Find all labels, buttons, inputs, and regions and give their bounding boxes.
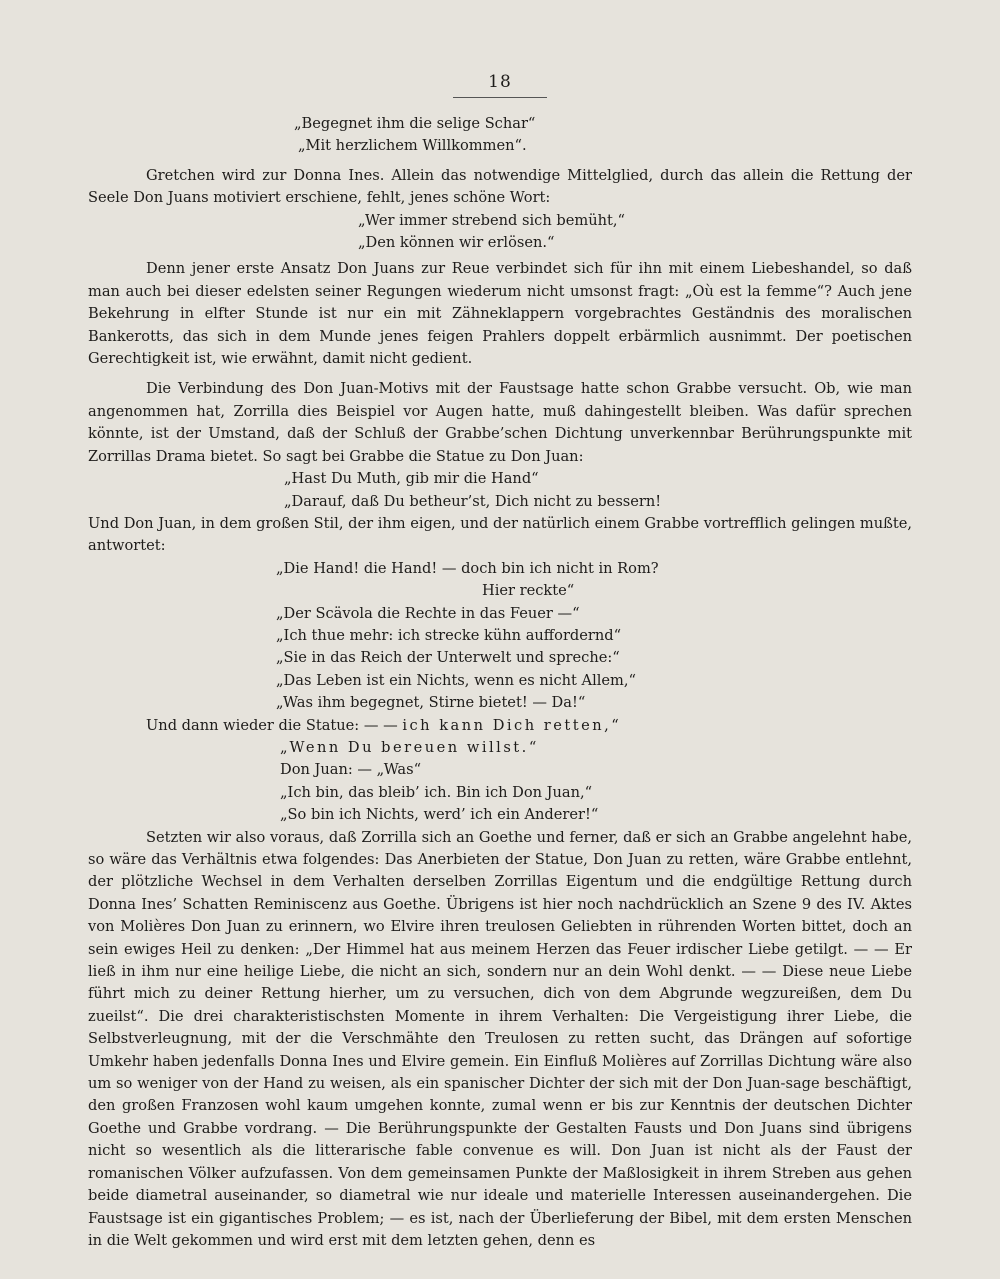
paragraph: Gretchen wird zur Donna Ines. Allein das notwendige Mittelglied, durch das allein die Rettung der Seele Don Juans motiviert erschiene, fehlt, jenes schöne Wort: — [88, 166, 912, 207]
verse-line: „Das Leben ist ein Nichts, wenn es nicht Allem,“ — [276, 671, 636, 689]
verse-line: „Wenn Du bereuen willst.“ — [280, 738, 539, 756]
verse-line: „Was ihm begegnet, Stirne bietet! — Da!“ — [276, 694, 586, 712]
verse-line: „Den können wir erlösen.“ — [358, 234, 555, 252]
verse-line: „Darauf, daß Du betheur’st, Dich nicht zu bessern! — [284, 492, 662, 510]
verse-line: Hier reckte“ — [482, 582, 575, 600]
verse-line: „So bin ich Nichts, werd’ ich ein Anderer!“ — [280, 806, 599, 824]
verse-lead: Und dann wieder die Statue: — — — [146, 716, 403, 734]
paragraph: Denn jener erste Ansatz Don Juans zur Reue verbindet sich für ihn mit einem Liebeshandel, so daß man auch bei dieser edelsten seiner Regungen wiederum nicht umsonst fragt: „Où est la femme“? Auch jene Bekehrung in elfter Stunde ist nur ein mit Zähneklappern vorgebrachtes Geständnis des moralischen Bankerotts, das sich in dem Munde jenes feigen Prahlers doppelt erbärmlich ausnimmt. Der poetischen Gerechtigkeit ist, wie erwähnt, damit nicht gedient. — [88, 260, 912, 368]
paragraph: Setzten wir also voraus, daß Zorrilla sich an Goethe und ferner, daß er sich an Grabbe angelehnt habe, so wäre das Verhältnis etwa folgendes: Das Anerbieten der Statue, Don Juan zu retten, wäre Grabbe entlehnt, der plötzliche Wechsel in dem Verhalten derselben Zorrillas Eigentum und die endgültige Rettung durch Donna Ines’ Schatten Reminiscenz aus Goethe. Übrigens ist hier noch nachdrücklich an Szene 9 des IV. Aktes von Molières Don Juan zu erinnern, wo Elvire ihren treulosen Geliebten in rührenden Worten bittet, doch an sein ewiges Heil zu denken: „Der Himmel hat aus meinem Herzen das Feuer irdischer Liebe getilgt. — — Er ließ in ihm nur eine heilige Liebe, die nicht an sich, sondern nur an dein Wohl denkt. — — Diese neue Liebe führt mich zu deiner Rettung hierher, um zu versuchen, dich von dem Abgrunde wegzureißen, dem Du zueilst“. Die drei charakteristischsten Momente in ihrem Verhalten: Die Vergeistigung ihrer Liebe, die Selbstverleugnung, mit der die Verschmähte den Treulosen zu retten sucht, das Drängen auf sofortige Umkehr haben jedenfalls Donna Ines und Elvire gemein. Ein Einfluß Molières auf Zorrillas Dichtung wäre also um so weniger von der Hand zu weisen, als ein spanischer Dichter der sich mit der Don Juan-sage beschäftigt, den großen Franzosen wohl kaum umgehen konnte, zumal wenn er bis zur Kenntnis der deutschen Dichter Goethe und Grabbe vordrang. — Die Berührungspunkte der Gestalten Fausts und Don Juans sind übrigens nicht so wesentlich als die litterarische fable convenue es will. Don Juan ist nicht als der Faust der romanischen Völker aufzufassen. Von dem gemeinsamen Punkte der Maßlosigkeit in ihrem Streben aus gehen beide diametral auseinander, so diametral wie nur ideale und materielle Interessen auseinandergehen. Die Faustsage ist ein gigantisches Problem; — es ist, nach der Überlieferung der Bibel, mit dem ersten Menschen in die Welt gekommen und wird erst mit dem letzten gehen, denn es — [88, 828, 912, 1249]
verse-line: Don Juan: — „Was“ — [280, 761, 422, 779]
body-text — [88, 113, 912, 1252]
paragraph: Und Don Juan, in dem großen Stil, der ihm eigen, und der natürlich einem Grabbe vortrefflich gelingen mußte, antwortet: — [88, 514, 912, 555]
verse-line: „Ich bin, das bleib’ ich. Bin ich Don Juan,“ — [280, 783, 593, 801]
paragraph: Die Verbindung des Don Juan-Motivs mit der Faustsage hatte schon Grabbe versucht. Ob, wie man angenommen hat, Zorrilla dies Beispiel vor Augen hatte, muß dahingestellt bleiben. Was dafür sprechen könnte, ist der Umstand, daß der Schluß der Grabbe’schen Dichtung unverkennbar Berührungspunkte mit Zorrillas Drama bietet. So sagt bei Grabbe die Statue zu Don Juan: — [88, 380, 912, 465]
verse-line: „Hast Du Muth, gib mir die Hand“ — [284, 470, 539, 488]
verse-line: „Die Hand! die Hand! — doch bin ich nicht in Rom? — [276, 559, 659, 577]
verse-line: „Begegnet ihm die selige Schar“ — [294, 115, 536, 132]
verse-line: „Wer immer strebend sich bemüht,“ — [358, 211, 625, 229]
verse-line: „Der Scävola die Rechte in das Feuer —“ — [276, 604, 580, 622]
page-number: 18 — [488, 72, 512, 92]
spaced-verse: ich kann Dich retten,“ — [402, 716, 622, 734]
header-rule — [453, 97, 547, 98]
verse-line: „Sie in das Reich der Unterwelt und spreche:“ — [276, 649, 620, 667]
verse-line — [88, 715, 912, 737]
verse-line: „Mit herzlichem Willkommen“. — [298, 137, 527, 155]
verse-line: „Ich thue mehr: ich strecke kühn auffordernd“ — [276, 626, 622, 644]
